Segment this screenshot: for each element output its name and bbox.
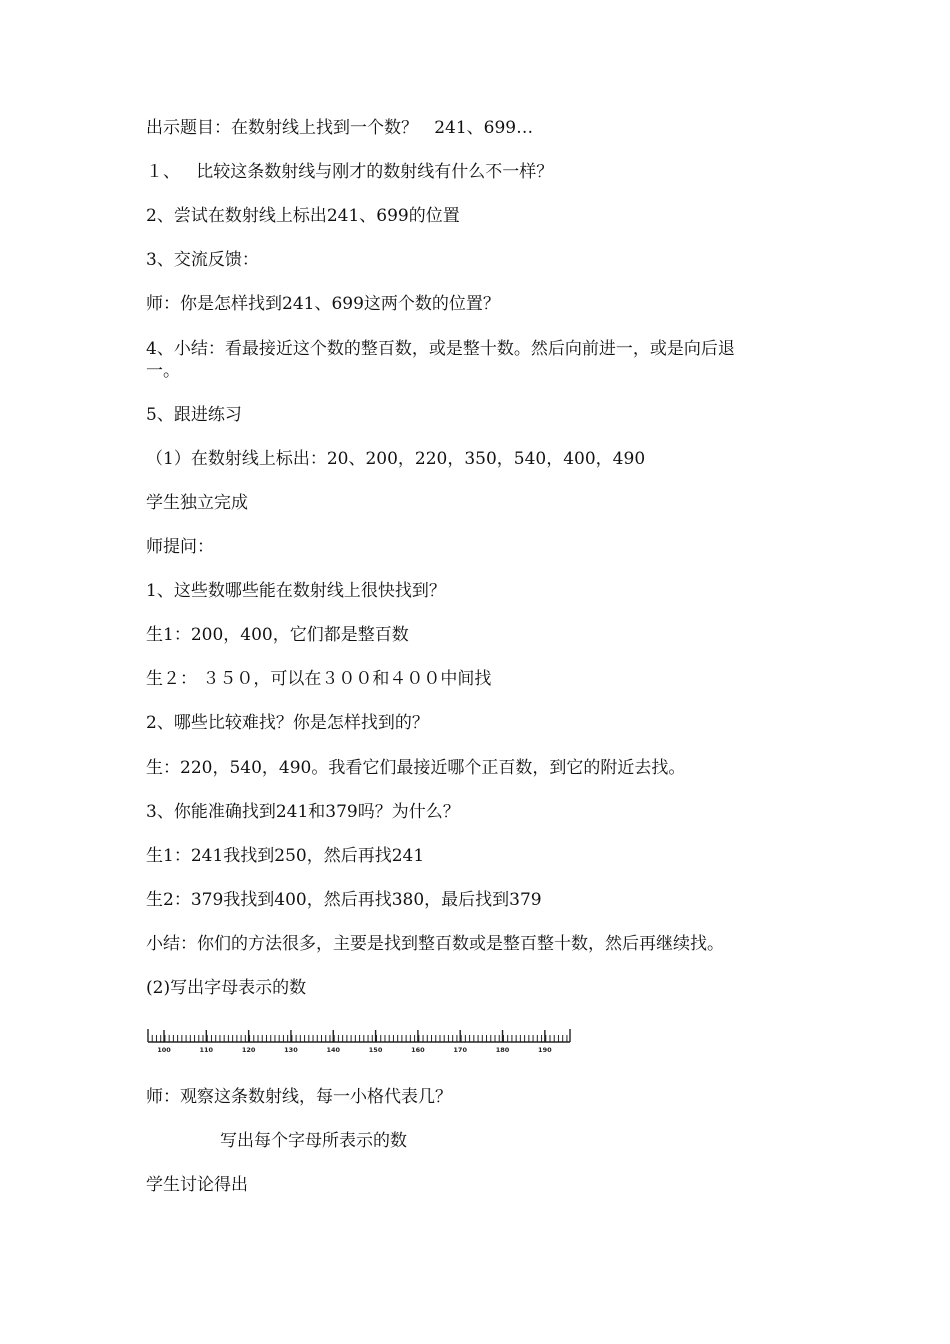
tick-label: 190 xyxy=(538,1046,552,1054)
practice-2: (2)写出字母表示的数 xyxy=(146,978,307,998)
tick-label: 160 xyxy=(411,1046,425,1054)
tick-label: 150 xyxy=(368,1046,383,1054)
step-1-compare: １、 比较这条数射线与刚才的数射线有什么不一样？ xyxy=(146,162,554,182)
student-2-answer: 生２： ３５０，可以在３００和４００中间找 xyxy=(146,669,492,689)
step-3-feedback: 3、交流反馈： xyxy=(146,250,259,270)
tick-label: 130 xyxy=(284,1046,298,1054)
task-prompt: 出示题目：在数射线上找到一个数？ 241、699… xyxy=(146,118,534,138)
step-5-practice: 5、跟进练习 xyxy=(146,405,242,425)
question-2: 2、哪些比较难找？你是怎样找到的？ xyxy=(146,713,429,733)
students-independent: 学生独立完成 xyxy=(146,493,248,513)
student-2-answer-3: 生2：379我找到400，然后再找380，最后找到379 xyxy=(146,890,542,910)
teacher-asks: 师提问： xyxy=(146,537,214,557)
student-answer-2: 生：220，540，490。我看它们最接近哪个正百数，到它的附近去找。 xyxy=(146,758,686,778)
tick-label: 110 xyxy=(199,1046,214,1054)
number-line xyxy=(146,1022,576,1058)
teacher-observe: 师：观察这条数射线，每一小格代表几？ xyxy=(146,1087,452,1107)
summary: 小结：你们的方法很多，主要是找到整百数或是整百整十数，然后再继续找。 xyxy=(146,934,724,954)
tick-label: 140 xyxy=(326,1046,341,1054)
practice-1: （1）在数射线上标出：20、200，220，350，540，400，490 xyxy=(146,449,646,469)
tick-label: 120 xyxy=(241,1046,256,1054)
step-4-summary-cont: 一。 xyxy=(146,361,180,381)
question-3: 3、你能准确找到241和379吗？为什么？ xyxy=(146,802,460,822)
number-line-svg xyxy=(146,1022,576,1058)
tick-label: 100 xyxy=(157,1046,171,1054)
question-1: 1、这些数哪些能在数射线上很快找到？ xyxy=(146,581,446,601)
step-2-try: 2、尝试在数射线上标出241、699的位置 xyxy=(146,206,460,226)
students-discuss: 学生讨论得出 xyxy=(146,1175,248,1195)
student-1-answer-3: 生1：241我找到250，然后再找241 xyxy=(146,846,425,866)
step-4-summary: 4、小结：看最接近这个数的整百数，或是整十数。然后向前进一，或是向后退 xyxy=(146,339,735,359)
teacher-question-1: 师：你是怎样找到241、699这两个数的位置？ xyxy=(146,294,500,314)
tick-label: 170 xyxy=(453,1046,467,1054)
student-1-answer: 生1：200，400，它们都是整百数 xyxy=(146,625,409,645)
tick-label: 180 xyxy=(495,1046,510,1054)
write-letters: 写出每个字母所表示的数 xyxy=(220,1131,407,1151)
